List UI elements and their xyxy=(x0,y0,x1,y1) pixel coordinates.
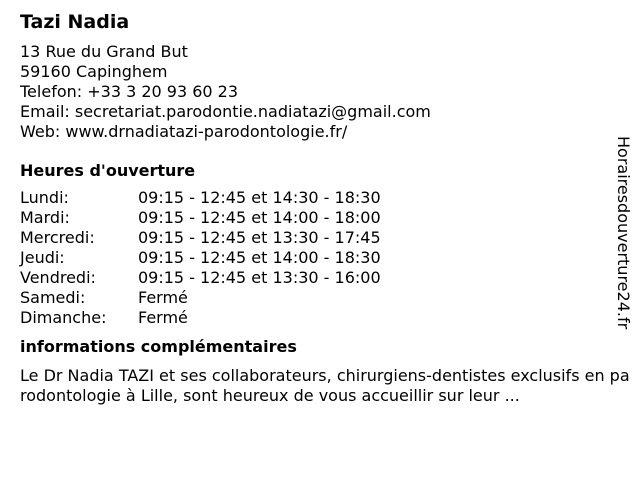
hours-day: Samedi: xyxy=(20,288,86,307)
address-block xyxy=(20,42,615,142)
hours-value: 09:15 - 12:45 et 14:00 - 18:00 xyxy=(138,208,381,227)
hours-day: Mercredi: xyxy=(20,228,95,247)
hours-heading: Heures d'ouverture xyxy=(20,161,196,180)
hours-value: 09:15 - 12:45 et 13:30 - 16:00 xyxy=(138,268,381,287)
hours-row xyxy=(20,268,615,288)
hours-row xyxy=(20,208,615,228)
hours-day: Jeudi: xyxy=(20,248,65,267)
hours-value: 09:15 - 12:45 et 13:30 - 17:45 xyxy=(138,228,381,247)
email-address: Email: secretariat.parodontie.nadiatazi@gmail.com xyxy=(20,102,431,121)
hours-day: Dimanche: xyxy=(20,308,107,327)
hours-row xyxy=(20,188,615,208)
hours-day: Lundi: xyxy=(20,188,69,207)
city-address: 59160 Capinghem xyxy=(20,62,168,81)
hours-value: Fermé xyxy=(138,308,188,327)
business-name: Tazi Nadia xyxy=(20,11,130,33)
hours-row xyxy=(20,248,615,268)
website-address: Web: www.drnadiatazi-parodontologie.fr/ xyxy=(20,122,348,141)
hours-value: 09:15 - 12:45 et 14:00 - 18:30 xyxy=(138,248,381,267)
hours-value: 09:15 - 12:45 et 14:30 - 18:30 xyxy=(138,188,381,207)
hours-row xyxy=(20,228,615,248)
hours-row xyxy=(20,288,615,308)
brand-watermark: Horairesdouverture24.fr xyxy=(614,136,633,330)
hours-row xyxy=(20,308,615,328)
hours-value: Fermé xyxy=(138,288,188,307)
opening-hours-table xyxy=(20,188,615,328)
street-address: 13 Rue du Grand But xyxy=(20,42,188,61)
hours-day: Vendredi: xyxy=(20,268,96,287)
hours-day: Mardi: xyxy=(20,208,70,227)
phone-number: Telefon: +33 3 20 93 60 23 xyxy=(20,82,239,101)
info-heading: informations complémentaires xyxy=(20,337,297,356)
info-description: Le Dr Nadia TAZI et ses collaborateurs, chirurgiens-dentistes exclusifs en parodontologie à Lille, sont heureux de vous accueillir sur leur ... xyxy=(20,366,630,405)
